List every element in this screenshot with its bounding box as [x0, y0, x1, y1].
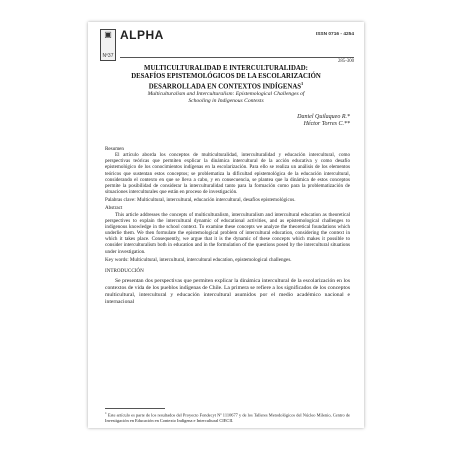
- author-1: Daniel Quilaqueo R.*: [297, 114, 350, 120]
- page-range: 285-300: [338, 59, 354, 64]
- article-page: [88, 22, 364, 428]
- author-2: Héctor Torres C.**: [303, 121, 350, 127]
- abstract-heading: Abstract: [105, 205, 123, 212]
- journal-name: ALPHA: [120, 28, 164, 42]
- palabras-clave: Palabras clave: Multicultural, intercultural, educación intercultural, desafíos epistemológicos.: [105, 197, 296, 204]
- footnote: [105, 411, 350, 423]
- title-footnote-mark: 1: [301, 81, 304, 87]
- resumen-heading: Resumen: [105, 146, 124, 152]
- title-line-3-text: DESARROLLADA EN CONTEXTOS INDÍGENAS: [148, 83, 302, 91]
- key-words: Key words: Multicultural, intercultural, intercultural education, epistemological challenges.: [105, 256, 292, 263]
- introduccion-text: Se presentan dos perspectivas que permiten explicar la dinámica intercultural de la escolarización en los contextos de vida de los pueblos indígenas de Chile. La primera se refiere a los significados de los conceptos multicultural, intercultural y educación intercultural asumidos por el medio académico nacional e internacional: [105, 277, 350, 305]
- authors: [297, 114, 350, 128]
- title-line-2: DESAFÍOS EPISTEMOLÓGICOS DE LA ESCOLARIZACIÓN: [131, 72, 321, 80]
- journal-header: [100, 29, 354, 65]
- article-body: [105, 144, 350, 306]
- english-title-line-1: Multiculturalism and Interculturalism: Epistemological Challenges of: [147, 91, 305, 98]
- header-rule: [120, 57, 354, 58]
- alpha-logo-icon: ▣: [104, 30, 112, 39]
- resumen-text: El artículo aborda los conceptos de multiculturalidad, interculturalidad y educación intercultural, como perspectivas teóricas que permiten explicar la dinámica intercultural de la acción educativa y como desafío epistemológico de los conocimientos indígenas en la escolarización. Para ello se realiza un análisis de los elementos teóricos que sustentan estos conceptos; se problematiza la dificultad epistemológica de la educación intercultural, considerando el contexto en que se lleva a cabo, y en consecuencia, se plantea que la dinámica de estos conceptos permite la posibilidad de considerar la interculturalidad tanto para la formación como para la problematización de situaciones interculturales que están en proceso de investigación.: [105, 152, 350, 196]
- article-title-block: [98, 65, 354, 104]
- title-line-3: [98, 80, 354, 91]
- issue-number: Nº37: [102, 53, 114, 59]
- introduccion-heading: INTRODUCCIÓN: [105, 267, 144, 274]
- footnote-text: Este artículo es parte de los resultados del Proyecto Fondecyt Nº 1110677 y de los Talleres Metodológicos del Núcleo Milenio, Centro de Investigación en Educación en Contexto Indígena e Intercultural CIECII.: [105, 412, 350, 423]
- issn: ISSN 0716 - 4254: [315, 32, 354, 37]
- footnote-mark: 1: [105, 411, 107, 415]
- footnote-rule: [105, 408, 165, 409]
- english-title-line-2: Schooling in Indigenous Contexts: [188, 97, 264, 104]
- journal-logo: [100, 29, 116, 61]
- title-line-1: MULTICULTURALIDAD E INTERCULTURALIDAD:: [144, 65, 308, 72]
- abstract-text: This article addresses the concepts of multiculturalism, interculturalism and intercultural education as theoretical perspectives to explain the intercultural dynamic of educational activities, and as epistemological challenges to indigenous knowledge in the school context. To examine these concepts we analyze the theoretical foundations which underlie them. We then formulate the epistemological problem of intercultural education, considering the context in which it takes place. Consequently, we argue that it is the dynamic of these concepts which makes it possible to consider interculturalism both in education and in the formulation of the questions posed by the intercultural situations under investigation.: [105, 211, 350, 255]
